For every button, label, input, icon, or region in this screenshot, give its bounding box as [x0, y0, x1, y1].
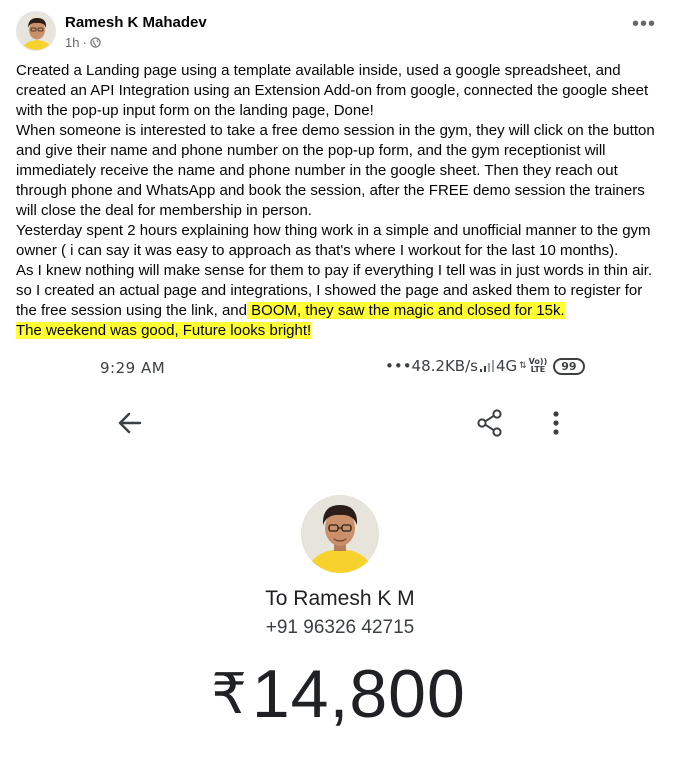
author-avatar[interactable] [16, 11, 56, 51]
volte-icon [529, 358, 548, 374]
status-bar-right [385, 357, 585, 375]
battery-indicator: 99 [553, 358, 584, 375]
more-options-button[interactable]: ••• [631, 13, 656, 35]
globe-icon[interactable] [90, 37, 101, 48]
payment-amount [0, 655, 677, 733]
highlighted-text: BOOM, they saw the magic and closed for 15k. [246, 302, 565, 319]
payment-screenshot[interactable] [0, 349, 677, 759]
volte-top: Vo)) [528, 357, 548, 366]
post-body [16, 61, 666, 341]
recipient-name: To Ramesh K M [265, 587, 415, 610]
post-paragraph-last [16, 281, 666, 321]
currency-symbol: ₹ [211, 662, 248, 725]
post-paragraph: Yesterday spent 2 hours explaining how thing work in a simple and unofficial manner to the gym owner ( i can say it was easy to approach as that's where I workout for the last 10 months). [16, 222, 651, 259]
recipient-phone: +91 96326 42715 [265, 617, 415, 638]
highlighted-text: The weekend was good, Future looks bright! [16, 322, 312, 339]
post-paragraph: When someone is interested to take a free demo session in the gym, they will click on the button and give their name and phone number on the pop-up form, and the gym receptionist will immediately receive the name and phone number in the google sheet. Then they reach out through phone and WhatsApp and book the session, after the FREE demo session the trainers will close the deal for membership in person. [16, 122, 655, 219]
post-meta [65, 35, 101, 50]
share-icon[interactable] [476, 409, 504, 437]
meta-separator: · [82, 35, 87, 50]
recipient-avatar [301, 495, 379, 573]
post-paragraph: Created a Landing page using a template available inside, used a google spreadsheet, and created an API Integration using an Extension Add-on from google, connected the google sheet with the pop-up input form on the landing page, Done! [16, 62, 649, 119]
amount-value: 14,800 [251, 656, 466, 732]
network-type: 4G [495, 357, 518, 375]
volte-bottom: LTE [530, 365, 546, 374]
signal-icon [480, 360, 494, 372]
network-speed: •••48.2KB/s [385, 357, 478, 375]
post-time[interactable]: 1h [65, 35, 80, 50]
back-arrow-icon[interactable] [116, 409, 144, 437]
status-time: 9:29 AM [100, 359, 166, 377]
post-header [16, 11, 666, 55]
data-arrows-icon: ⇅ [519, 361, 527, 371]
author-name[interactable]: Ramesh K Mahadev [65, 14, 207, 31]
post-paragraph-highlight [16, 321, 666, 341]
post-paragraph: As I knew nothing will make sense for them to pay if everything I tell was in just words in thin air. [16, 262, 653, 279]
more-vert-icon[interactable] [545, 409, 567, 437]
post-text-plain: so I created an actual page and integrations, I showed the page and asked them to register for the free session using the link, and [16, 282, 643, 319]
